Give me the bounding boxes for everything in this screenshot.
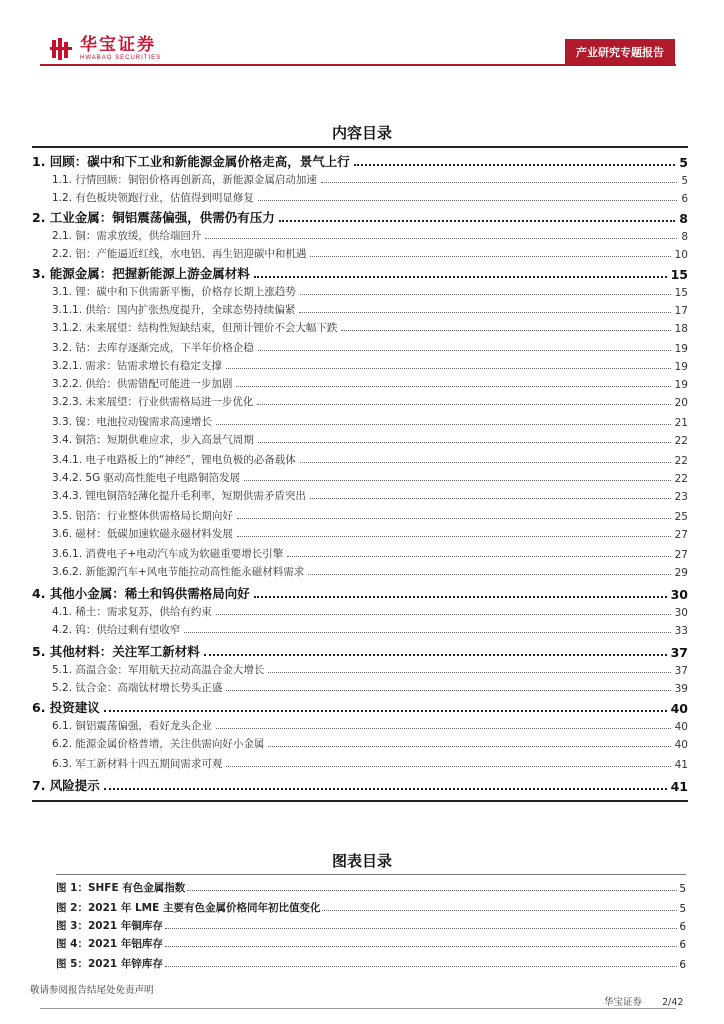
toc-leader-dots <box>268 745 670 747</box>
toc-section-entry[interactable] <box>32 452 688 467</box>
figure-entry-page: 5 <box>679 903 686 915</box>
toc-entry-label: 1.1. 行情回顾：铜铝价格再创新高，新能源金属启动加速 <box>52 174 317 186</box>
toc-leader-dots <box>237 535 671 537</box>
figure-leader-dots <box>165 927 677 929</box>
toc-entry-label: 3.1.2. 未来展望：结构性短缺结束，但预计锂价不会大幅下跌 <box>52 322 338 334</box>
figure-list-entry[interactable] <box>56 918 686 933</box>
toc-leader-dots <box>310 255 670 257</box>
toc-entry-label: 3.1. 锂：碳中和下供需新平衡，价格存长期上涨趋势 <box>52 286 296 298</box>
header-divider <box>40 64 676 66</box>
toc-section-entry[interactable] <box>32 526 688 541</box>
toc-chapter-entry[interactable] <box>32 152 688 170</box>
figure-leader-dots <box>322 909 677 911</box>
toc-section-entry[interactable] <box>32 680 688 695</box>
figure-entry-label: 图 1：SHFE 有色金属指数 <box>56 882 186 894</box>
toc-entry-page: 6 <box>681 193 688 205</box>
toc-entry-page: 19 <box>674 379 688 391</box>
page-number: 2/42 <box>662 997 684 1008</box>
figure-leader-dots <box>165 945 677 947</box>
toc-leader-dots <box>321 181 677 183</box>
toc-entry-label: 3.6.2. 新能源汽车+风电节能拉动高性能永磁材料需求 <box>52 566 305 578</box>
toc-entry-label: 5.2. 钛合金：高端钛材增长势头正盛 <box>52 682 223 694</box>
toc-leader-dots <box>300 293 671 295</box>
toc-leader-dots <box>258 349 671 351</box>
toc-entry-label: 3.4.2. 5G 驱动高性能电子电路铜箔发展 <box>52 472 241 484</box>
page-header <box>0 0 724 80</box>
toc-leader-dots <box>204 653 667 656</box>
toc-entry-label: 5. 其他材料：关注军工新材料 <box>32 644 200 659</box>
toc-leader-dots <box>237 517 671 519</box>
toc-entry-label: 3.6. 磁材：低碳加速软磁永磁材料发展 <box>52 528 233 540</box>
toc-entry-label: 6.2. 能源金属价格普增，关注供需向好小金属 <box>52 738 265 750</box>
toc-leader-dots <box>244 479 671 481</box>
toc-entry-page: 29 <box>674 567 688 579</box>
figure-leader-dots <box>187 889 677 891</box>
figure-list-top-rule <box>56 874 686 875</box>
toc-section-entry[interactable] <box>32 358 688 373</box>
toc-entry-label: 2.1. 铜：需求放缓，供给端回升 <box>52 230 202 242</box>
toc-entry-label: 4.2. 钨：供给过剩有望收窄 <box>52 624 181 636</box>
toc-section-entry[interactable] <box>32 488 688 503</box>
toc-entry-label: 2. 工业金属：铜铝震荡偏强，供需仍有压力 <box>32 210 275 225</box>
disclaimer-note: 敬请参阅报告结尾处免责声明 <box>30 985 154 996</box>
toc-entry-label: 3.3. 镍：电池拉动镍需求高速增长 <box>52 416 212 428</box>
toc-entry-page: 40 <box>674 739 688 751</box>
toc-section-entry[interactable] <box>32 320 688 335</box>
toc-leader-dots <box>226 367 671 369</box>
toc-entry-page: 22 <box>674 473 688 485</box>
company-logo <box>50 36 161 62</box>
toc-entry-label: 6.1. 铜铝震荡偏强，看好龙头企业 <box>52 720 212 732</box>
toc-bottom-rule <box>32 800 688 802</box>
toc-leader-dots <box>268 671 670 673</box>
toc-entry-page: 22 <box>674 435 688 447</box>
toc-entry-label: 3.4.1. 电子电路板上的“神经”，锂电负极的必备载体 <box>52 454 296 466</box>
toc-entry-page: 20 <box>674 397 688 409</box>
toc-entry-page: 19 <box>674 361 688 373</box>
toc-entry-page: 18 <box>674 323 688 335</box>
toc-entry-page: 15 <box>674 287 688 299</box>
toc-section-entry[interactable] <box>32 718 688 733</box>
figure-entry-label: 图 5：2021 年锌库存 <box>56 958 163 970</box>
figure-entry-page: 6 <box>679 939 686 951</box>
toc-section-entry[interactable] <box>32 470 688 485</box>
toc-leader-dots <box>300 461 671 463</box>
figure-list-entry[interactable] <box>56 936 686 951</box>
toc-leader-dots <box>236 385 670 387</box>
toc-entry-label: 6.3. 军工新材料十四五期间需求可观 <box>52 758 223 770</box>
toc-chapter-entry[interactable] <box>32 776 688 794</box>
footer-company: 华宝证券 <box>604 997 643 1008</box>
toc-entry-page: 30 <box>670 587 688 602</box>
toc-entry-page: 8 <box>679 211 688 226</box>
toc-chapter-entry[interactable] <box>32 698 688 716</box>
toc-leader-dots <box>299 311 670 313</box>
toc-entry-page: 37 <box>674 665 688 677</box>
toc-entry-page: 5 <box>681 175 688 187</box>
footer-divider <box>40 1008 676 1009</box>
toc-entry-page: 17 <box>674 305 688 317</box>
toc-section-entry[interactable] <box>32 414 688 429</box>
figure-entry-label: 图 2：2021 年 LME 主要有色金属价格同年初比值变化 <box>56 902 321 914</box>
toc-leader-dots <box>257 403 670 405</box>
toc-section-entry[interactable] <box>32 284 688 299</box>
toc-chapter-entry[interactable] <box>32 208 688 226</box>
toc-section-entry[interactable] <box>32 246 688 261</box>
toc-section-entry[interactable] <box>32 756 688 771</box>
toc-entry-page: 15 <box>670 267 688 282</box>
toc-title: 内容目录 <box>331 124 392 142</box>
toc-entry-page: 41 <box>670 779 688 794</box>
toc-chapter-entry[interactable] <box>32 642 688 660</box>
toc-section-entry[interactable] <box>32 376 688 391</box>
toc-entry-label: 3.4. 铜箔：短期供难应求，步入高景气周期 <box>52 434 254 446</box>
toc-leader-dots <box>354 163 675 166</box>
toc-entry-page: 27 <box>674 549 688 561</box>
toc-leader-dots <box>258 441 671 443</box>
figure-list-entry[interactable] <box>56 956 686 971</box>
toc-leader-dots <box>226 689 670 691</box>
toc-entry-label: 5.1. 高温合金：军用航天拉动高温合金大增长 <box>52 664 265 676</box>
toc-entry-label: 4.1. 稀土：需求复苏，供给有约束 <box>52 606 212 618</box>
toc-leader-dots <box>184 631 670 633</box>
toc-entry-label: 3.4.3. 锂电铜箔轻薄化提升毛利率，短期供需矛盾突出 <box>52 490 306 502</box>
toc-leader-dots <box>254 595 667 598</box>
footer-page-info <box>604 994 683 1008</box>
toc-entry-page: 30 <box>674 607 688 619</box>
toc-section-entry[interactable] <box>32 508 688 523</box>
toc-section-entry[interactable] <box>32 546 688 561</box>
figure-list-entry[interactable] <box>56 900 686 915</box>
toc-entry-label: 7. 风险提示 <box>32 778 100 793</box>
toc-entry-page: 40 <box>670 701 688 716</box>
toc-entry-label: 4. 其他小金属：稀土和钨供需格局向好 <box>32 586 250 601</box>
toc-entry-label: 1.2. 有色板块领跑行业，估值得到明显修复 <box>52 192 254 204</box>
toc-entry-page: 23 <box>674 491 688 503</box>
toc-section-entry[interactable] <box>32 736 688 751</box>
toc-leader-dots <box>104 787 667 790</box>
toc-entry-label: 1. 回顾：碳中和下工业和新能源金属价格走高，景气上行 <box>32 154 350 169</box>
toc-entry-page: 22 <box>674 455 688 467</box>
toc-top-rule <box>32 146 688 148</box>
figure-entry-label: 图 4：2021 年铝库存 <box>56 938 163 950</box>
figure-entry-page: 5 <box>679 883 686 895</box>
toc-section-entry[interactable] <box>32 564 688 579</box>
toc-entry-label: 3.2. 钴：去库存逐渐完成，下半年价格企稳 <box>52 342 254 354</box>
toc-entry-label: 3.5. 铝箔：行业整体供需格局长期向好 <box>52 510 233 522</box>
figure-entry-page: 6 <box>679 959 686 971</box>
toc-entry-label: 2.2. 铝：产能逼近红线，水电铝、再生铝迎碳中和机遇 <box>52 248 307 260</box>
toc-leader-dots <box>279 219 675 222</box>
toc-entry-page: 27 <box>674 529 688 541</box>
toc-leader-dots <box>216 727 671 729</box>
logo-chinese-name: 华宝证券 <box>80 35 156 55</box>
toc-section-entry[interactable] <box>32 190 688 205</box>
logo-english-name: HWABAO SECURITIES <box>80 55 162 61</box>
toc-entry-page: 41 <box>674 759 688 771</box>
toc-entry-page: 10 <box>674 249 688 261</box>
figure-list-entry[interactable] <box>56 880 686 895</box>
toc-leader-dots <box>254 275 667 278</box>
toc-entry-label: 6. 投资建议 <box>32 700 100 715</box>
toc-section-entry[interactable] <box>32 172 688 187</box>
logo-mark-icon <box>50 38 74 60</box>
toc-section-entry[interactable] <box>32 622 688 637</box>
report-type-badge: 产业研究专题报告 <box>565 39 675 65</box>
toc-entry-label: 3.1.1. 供给：国内扩张热度提升，全球态势持续偏紧 <box>52 304 296 316</box>
toc-entry-page: 19 <box>674 343 688 355</box>
toc-entry-page: 37 <box>670 645 688 660</box>
toc-entry-page: 8 <box>681 231 688 243</box>
toc-leader-dots <box>308 573 670 575</box>
toc-leader-dots <box>216 423 671 425</box>
toc-leader-dots <box>104 709 667 712</box>
figure-list-title: 图表目录 <box>331 852 392 870</box>
toc-leader-dots <box>258 199 677 201</box>
toc-leader-dots <box>310 497 671 499</box>
toc-section-entry[interactable] <box>32 228 688 243</box>
toc-chapter-entry[interactable] <box>32 584 688 602</box>
toc-leader-dots <box>287 555 670 557</box>
toc-entry-label: 3.2.3. 未来展望：行业供需格局进一步优化 <box>52 396 254 408</box>
toc-entry-page: 5 <box>679 155 688 170</box>
toc-entry-page: 39 <box>674 683 688 695</box>
toc-leader-dots <box>205 237 677 239</box>
figure-entry-label: 图 3：2021 年铜库存 <box>56 920 163 932</box>
toc-section-entry[interactable] <box>32 604 688 619</box>
toc-entry-page: 40 <box>674 721 688 733</box>
toc-leader-dots <box>226 765 670 767</box>
toc-entry-label: 3.6.1. 消费电子+电动汽车成为软磁重要增长引擎 <box>52 548 284 560</box>
figure-entry-page: 6 <box>679 921 686 933</box>
toc-entry-label: 3. 能源金属：把握新能源上游金属材料 <box>32 266 250 281</box>
toc-entry-label: 3.2.2. 供给：供需错配可能进一步加剧 <box>52 378 233 390</box>
toc-section-entry[interactable] <box>32 662 688 677</box>
toc-entry-page: 21 <box>674 417 688 429</box>
toc-section-entry[interactable] <box>32 432 688 447</box>
toc-chapter-entry[interactable] <box>32 264 688 282</box>
toc-entry-page: 33 <box>674 625 688 637</box>
toc-entry-page: 25 <box>674 511 688 523</box>
toc-leader-dots <box>341 329 670 331</box>
toc-section-entry[interactable] <box>32 302 688 317</box>
figure-leader-dots <box>165 965 677 967</box>
toc-section-entry[interactable] <box>32 394 688 409</box>
toc-leader-dots <box>216 613 671 615</box>
toc-section-entry[interactable] <box>32 340 688 355</box>
toc-entry-label: 3.2.1. 需求：钴需求增长有稳定支撑 <box>52 360 222 372</box>
